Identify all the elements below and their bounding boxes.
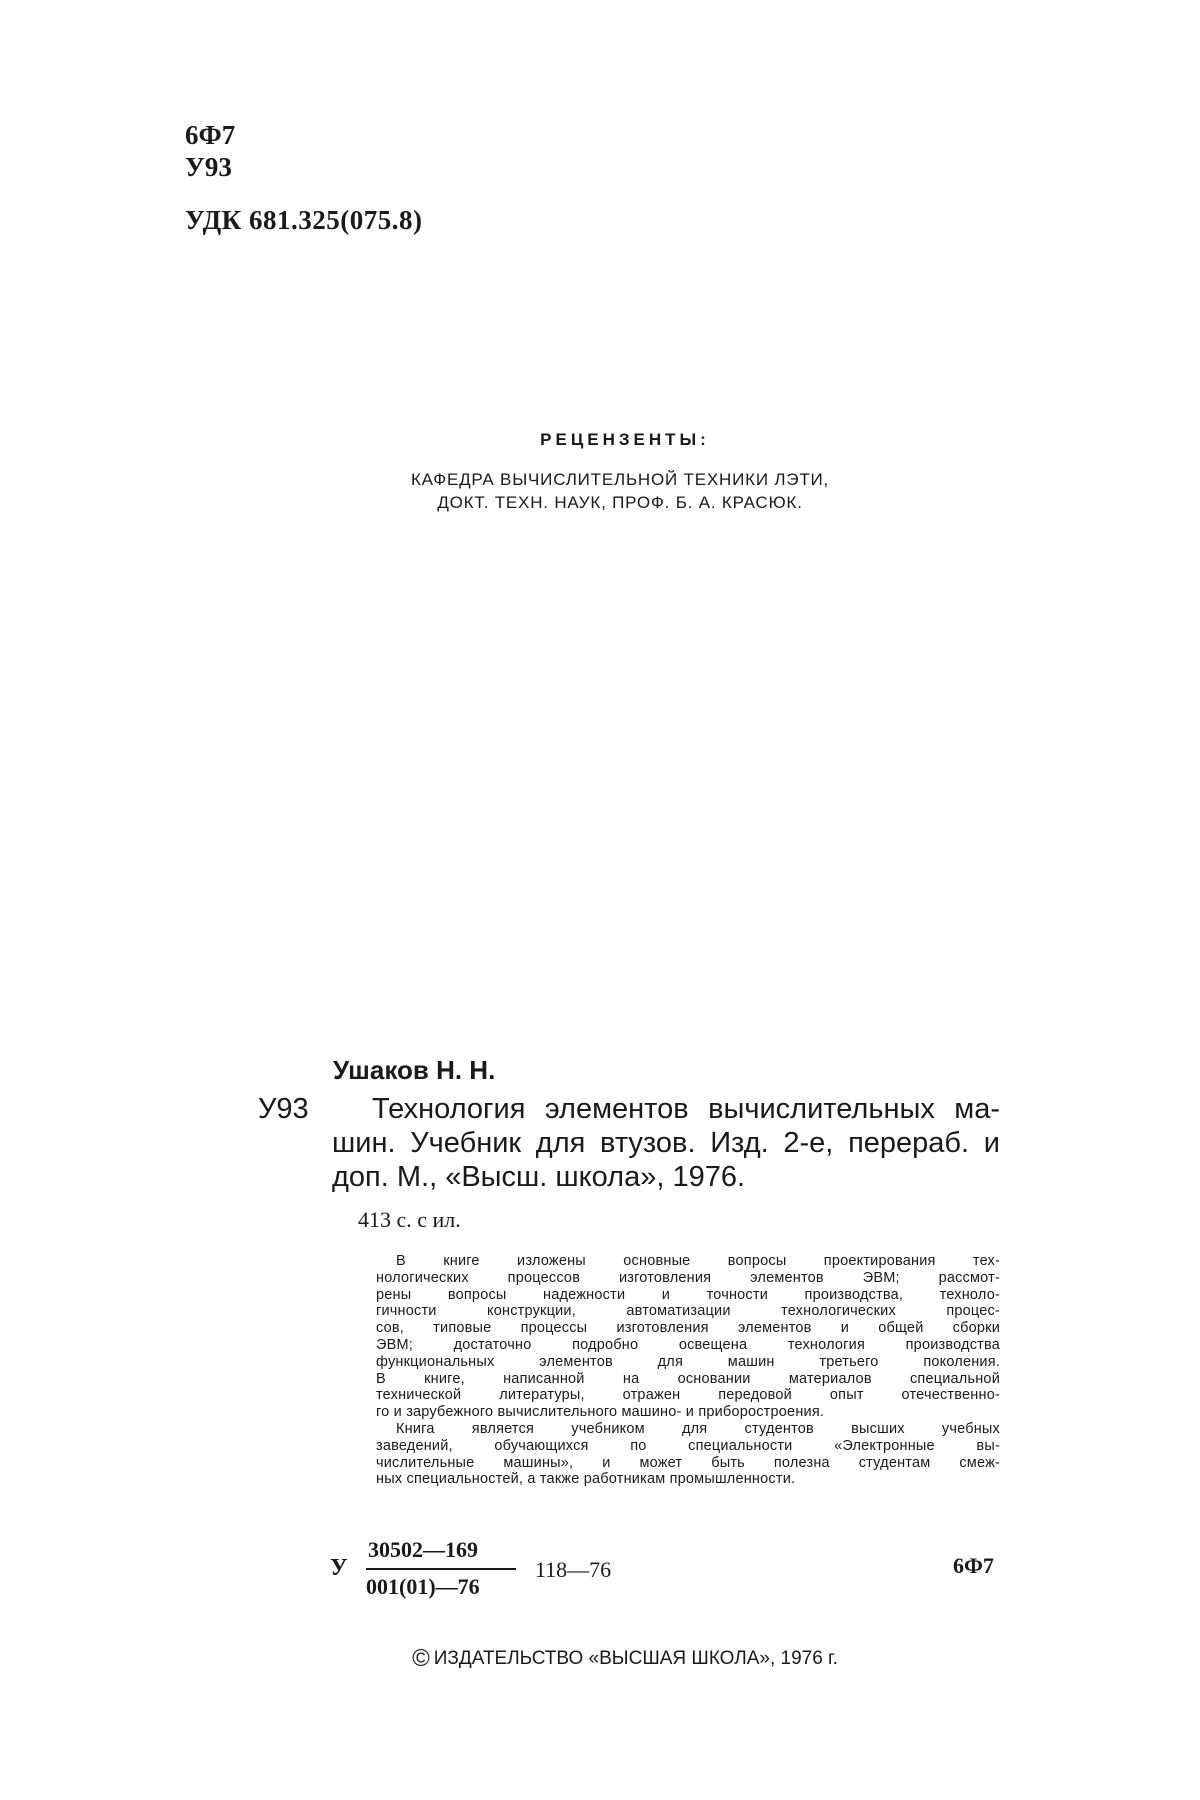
annotation-line: ЭВМ; достаточно подробно освещена технология производства	[376, 1336, 1000, 1353]
annotation-line: В книге изложены основные вопросы проектирования тех-	[396, 1253, 1000, 1269]
annotation-line: технической литературы, отражен передовой опыт отечественно-	[376, 1387, 1000, 1404]
annotation-line: нологических процессов изготовления элементов ЭВМ; рассмот-	[376, 1269, 1000, 1286]
index-bbk: 6Ф7	[953, 1553, 994, 1578]
annotation-line: заведений, обучающихся по специальности «Электронные вы-	[376, 1437, 1000, 1454]
annotation-line: гичности конструкции, автоматизации технологических процес-	[376, 1303, 1000, 1320]
annotation-line: ных специальностей, а также работникам промышленности.	[376, 1471, 796, 1488]
annotation-line: сов, типовые процессы изготовления элементов и общей сборки	[376, 1320, 1000, 1337]
copyright-icon: ©	[412, 1645, 430, 1672]
card-title-line: Технология элементов вычислительных ма-	[372, 1093, 1000, 1125]
card-pages: 413 с. с ил.	[358, 1207, 461, 1232]
reviewers-heading: РЕЦЕНЗЕНТЫ:	[540, 430, 710, 449]
author-mark: У93	[185, 152, 232, 182]
card-author-mark: У93	[258, 1093, 309, 1125]
bbk-code: 6Ф7	[185, 120, 236, 150]
annotation-line: Книга является учебником для студентов высших учебных	[396, 1420, 1000, 1437]
annotation-line: числительные машины», и может быть полезна студентам смеж-	[376, 1454, 1000, 1471]
index-numerator: 30502—169	[368, 1537, 478, 1562]
card-title-line: шин. Учебник для втузов. Изд. 2-е, перераб. и	[332, 1127, 1000, 1159]
annotation-line: рены вопросы надежности и точности производства, техноло-	[376, 1286, 1000, 1303]
reviewer-line: ДОКТ. ТЕХН. НАУК, ПРОФ. Б. А. КРАСЮК.	[437, 493, 803, 512]
reviewer-line: КАФЕДРА ВЫЧИСЛИТЕЛЬНОЙ ТЕХНИКИ ЛЭТИ,	[410, 470, 830, 489]
annotation-line: В книге, написанной на основании материалов специальной	[376, 1370, 1000, 1387]
card-title-line: доп. М., «Высш. школа», 1976.	[332, 1161, 746, 1193]
index-order: 118—76	[535, 1557, 612, 1582]
annotation-line: го и зарубежного вычислительного машино- и приборостроения.	[376, 1404, 825, 1421]
annotation-line: функциональных элементов для машин третьего поколения.	[376, 1353, 1000, 1370]
index-letter: У	[330, 1555, 348, 1581]
copyright-line	[0, 1645, 1200, 1673]
index-denominator: 001(01)—76	[366, 1574, 480, 1599]
card-author: Ушаков Н. Н.	[333, 1055, 496, 1085]
fraction-bar	[366, 1568, 516, 1570]
card-annotation	[376, 1253, 1000, 1488]
copyright-text: ИЗДАТЕЛЬСТВО «ВЫСШАЯ ШКОЛА», 1976 г.	[433, 1648, 838, 1669]
udc-code: УДК 681.325(075.8)	[185, 205, 423, 235]
